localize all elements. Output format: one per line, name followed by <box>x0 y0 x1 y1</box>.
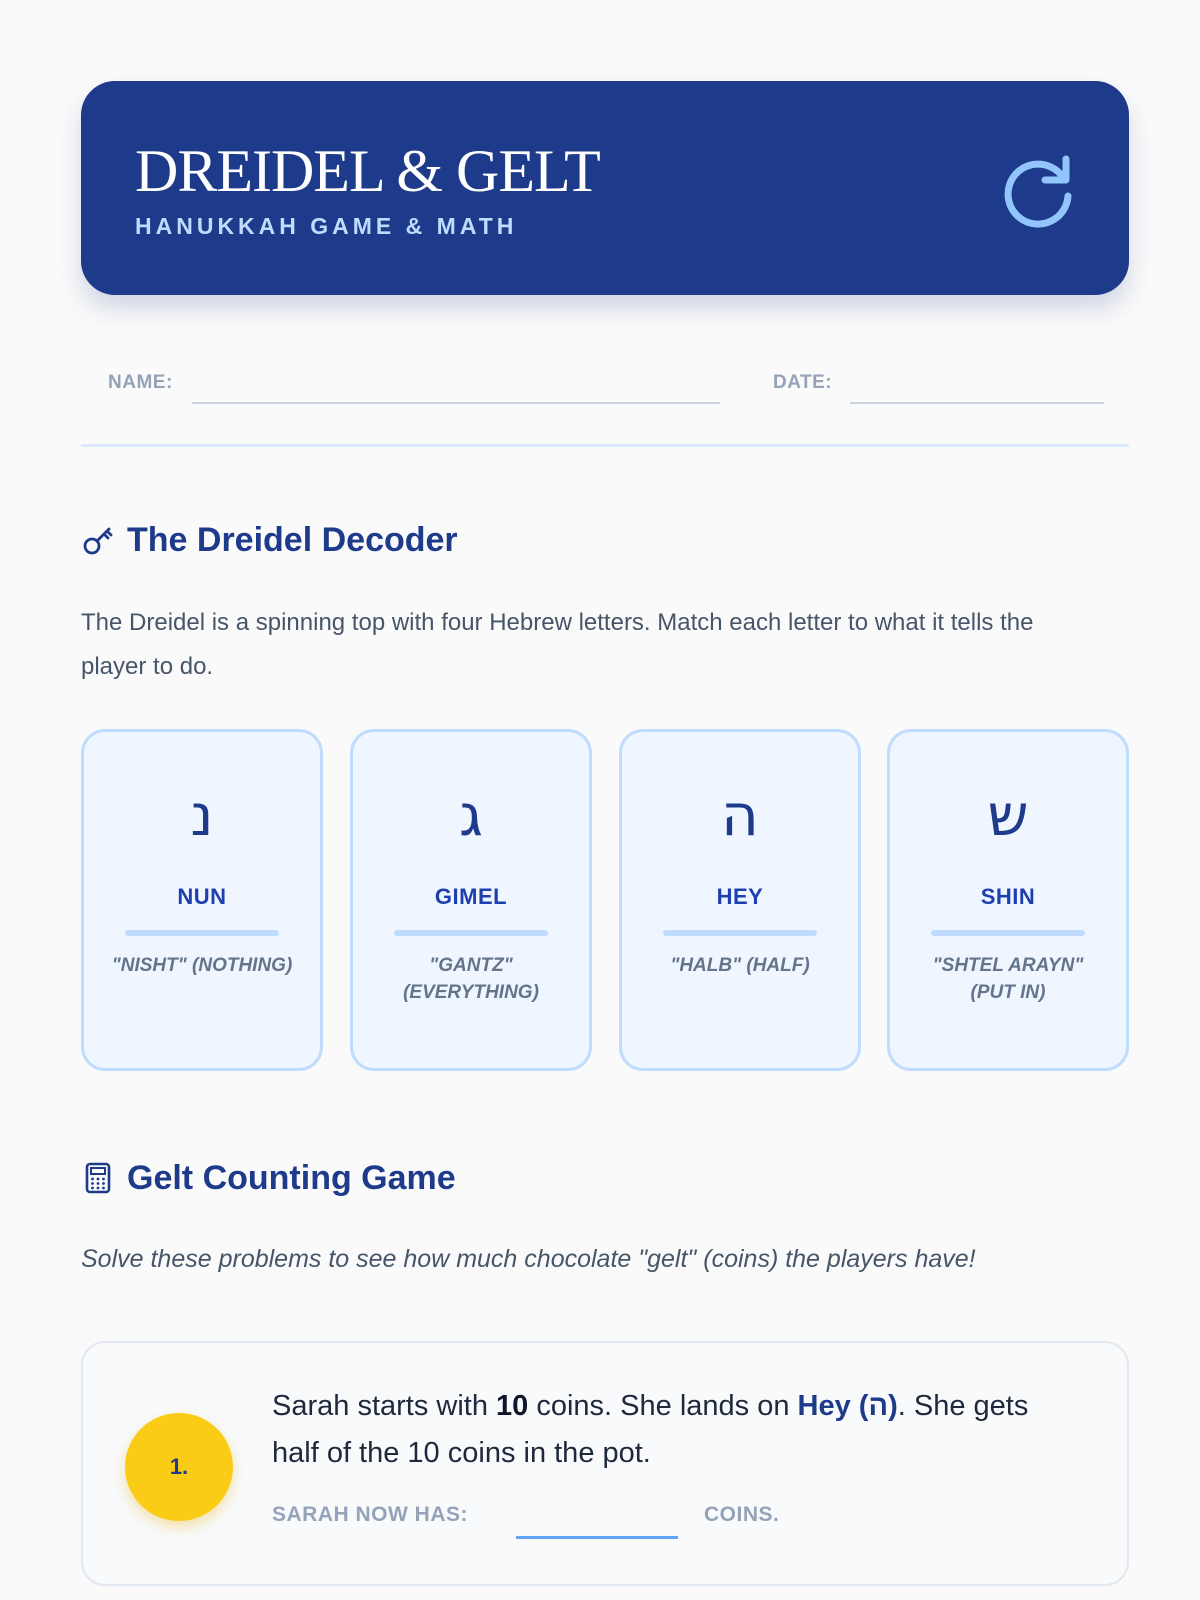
problem-text-part: . She gets half of the 10 coins in the pot. <box>272 1390 1029 1469</box>
answer-unit: COINS. <box>704 1503 780 1526</box>
letter-name: HEY <box>716 884 764 909</box>
decoder-title: The Dreidel Decoder <box>127 520 458 559</box>
card-divider <box>663 930 817 936</box>
problem-number-badge: 1. <box>125 1413 233 1521</box>
card-divider <box>125 930 279 936</box>
card-divider <box>394 930 548 936</box>
page-title: DREIDEL & GELT <box>135 138 600 204</box>
decoder-intro: The Dreidel is a spinning top with four Hebrew letters. Match each letter to what it tells the player to do. <box>81 609 1034 680</box>
hebrew-letter: ה <box>721 781 759 849</box>
section-divider <box>81 444 1129 447</box>
date-field[interactable] <box>850 402 1104 404</box>
refresh-icon <box>995 149 1081 235</box>
name-label: NAME: <box>108 372 173 393</box>
problem-text-part: Sarah starts with <box>272 1390 497 1422</box>
page-subtitle: HANUKKAH GAME & MATH <box>135 213 518 239</box>
letter-card-nun <box>81 729 323 1071</box>
calculator-icon <box>81 1161 115 1195</box>
letter-name: GIMEL <box>434 884 508 909</box>
gelt-title: Gelt Counting Game <box>127 1158 456 1197</box>
problem-text <box>272 1383 1082 1477</box>
letter-card-hey <box>619 729 861 1071</box>
letter-name: SHIN <box>980 884 1036 909</box>
letter-meaning: "GANTZ" (EVERYTHING) <box>403 955 539 1003</box>
header-banner <box>81 81 1129 295</box>
decoder-heading <box>81 518 458 562</box>
name-field[interactable] <box>192 402 720 404</box>
date-label: DATE: <box>773 372 833 393</box>
hebrew-letter: ג <box>459 781 483 849</box>
key-icon <box>81 523 115 557</box>
gelt-intro: Solve these problems to see how much chocolate "gelt" (coins) the players have! <box>81 1245 976 1273</box>
answer-label: SARAH NOW HAS: <box>272 1503 468 1526</box>
refresh-button[interactable] <box>995 149 1081 235</box>
letter-card-gimel <box>350 729 592 1071</box>
letter-name: NUN <box>177 884 227 909</box>
hebrew-letter: נ <box>190 781 214 849</box>
gelt-heading <box>81 1156 456 1200</box>
letter-cards <box>81 729 1129 1071</box>
card-divider <box>931 930 1085 936</box>
letter-meaning: "SHTEL ARAYN" (PUT IN) <box>932 955 1084 1003</box>
letter-highlight: Hey (ה) <box>797 1390 898 1422</box>
problem-text-part: coins. She lands on <box>528 1390 798 1422</box>
start-coins: 10 <box>496 1390 529 1422</box>
letter-meaning: "HALB" (HALF) <box>670 955 810 976</box>
hebrew-letter: ש <box>987 781 1029 849</box>
letter-card-shin <box>887 729 1129 1071</box>
problem-card <box>81 1341 1129 1586</box>
answer-input[interactable] <box>516 1495 678 1539</box>
letter-meaning: "NISHT" (NOTHING) <box>111 955 293 976</box>
